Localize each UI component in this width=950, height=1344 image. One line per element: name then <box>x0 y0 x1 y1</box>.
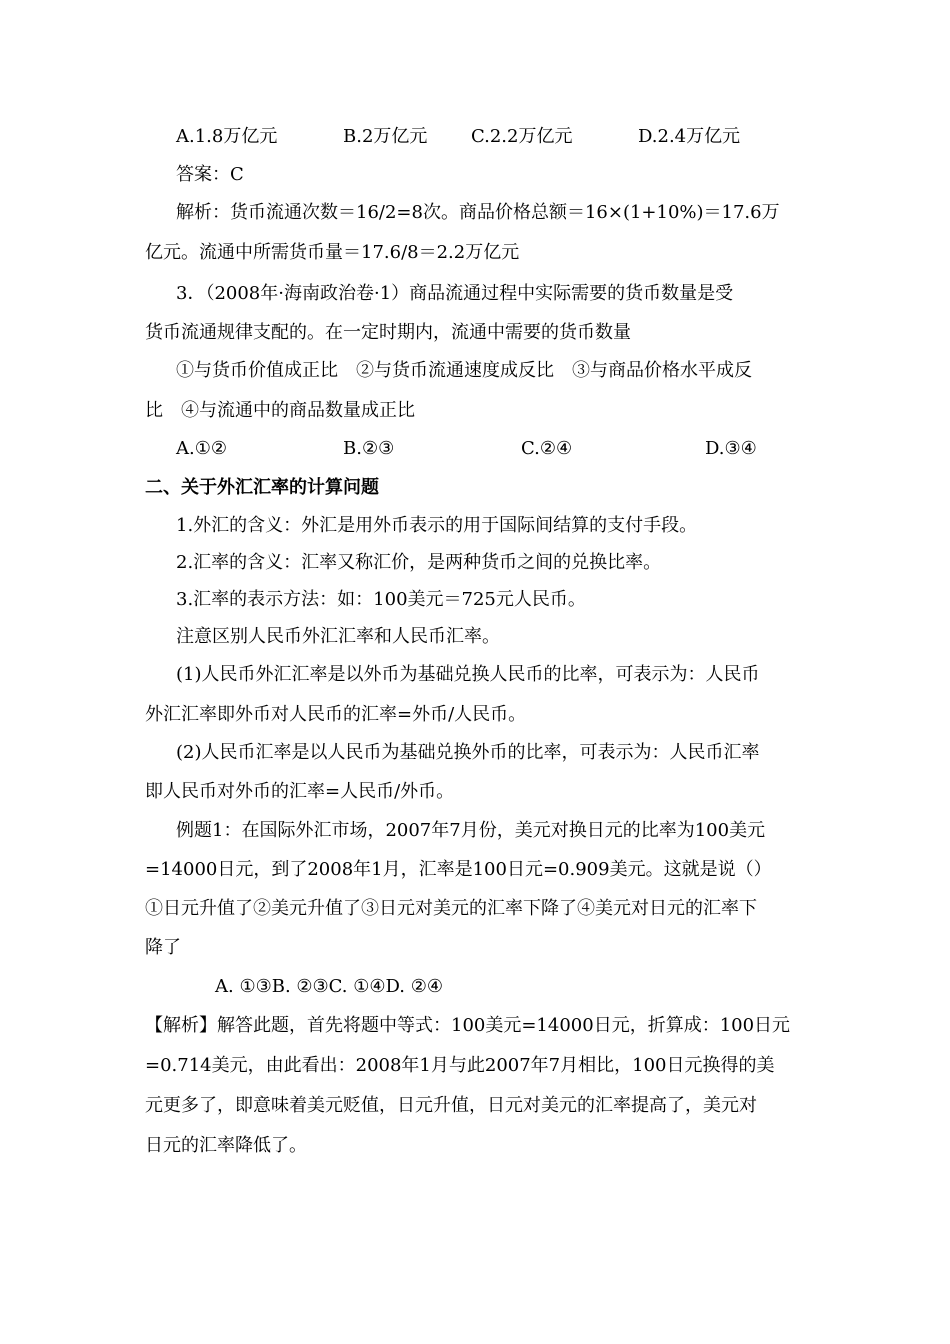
q3-option-a: A.①② <box>176 438 227 459</box>
section2-p2-line1: (2)人民币汇率是以人民币为基础兑换外币的比率，可表示为：人民币汇率 <box>176 742 760 763</box>
q2-answer: 答案：C <box>176 164 244 185</box>
section2-p1-line1: (1)人民币外汇汇率是以外币为基础兑换人民币的比率，可表示为：人民币 <box>176 664 760 685</box>
q2-option-b: B.2万亿元 <box>343 126 428 147</box>
q2-option-c: C.2.2万亿元 <box>471 126 573 147</box>
example1-line4: 降了 <box>145 937 181 958</box>
section2-item2: 2.汇率的含义：汇率又称汇价，是两种货币之间的兑换比率。 <box>176 552 662 573</box>
section2-p1-line2: 外汇汇率即外币对人民币的汇率=外币/人民币。 <box>145 704 527 725</box>
q3-stem-line2: 货币流通规律支配的。在一定时期内，流通中需要的货币数量 <box>145 322 631 343</box>
q2-option-a: A.1.8万亿元 <box>176 126 278 147</box>
q3-options <box>176 436 846 462</box>
q2-analysis-line1: 解析：货币流通次数＝16/2=8次。商品价格总额＝16×(1+10%)＝17.6万 <box>176 202 780 223</box>
example1-analysis-line3: 元更多了，即意味着美元贬值，日元升值，日元对美元的汇率提高了，美元对 <box>145 1095 757 1116</box>
q3-choices-line1: ①与货币价值成正比 ②与货币流通速度成反比 ③与商品价格水平成反 <box>176 360 752 381</box>
section2-item3: 3.汇率的表示方法：如：100美元＝725元人民币。 <box>176 589 586 610</box>
example1-analysis-line1: 【解析】解答此题，首先将题中等式：100美元=14000日元，折算成：100日元 <box>145 1015 791 1036</box>
q2-analysis-line2: 亿元。流通中所需货币量＝17.6/8＝2.2万亿元 <box>145 242 520 263</box>
section2-item1: 1.外汇的含义：外汇是用外币表示的用于国际间结算的支付手段。 <box>176 515 698 536</box>
example1-analysis-line4: 日元的汇率降低了。 <box>145 1135 307 1156</box>
q3-option-d: D.③④ <box>705 438 757 459</box>
example1-analysis-line2: =0.714美元，由此看出：2008年1月与此2007年7月相比，100日元换得的美 <box>145 1055 775 1076</box>
example1-line2: =14000日元，到了2008年1月，汇率是100日元=0.909美元。这就是说（） <box>145 859 772 880</box>
section2-heading: 二、关于外汇汇率的计算问题 <box>145 477 379 498</box>
section2-p2-line2: 即人民币对外币的汇率=人民币/外币。 <box>145 781 455 802</box>
example1-line1: 例题1：在国际外汇市场，2007年7月份，美元对换日元的比率为100美元 <box>176 820 766 841</box>
q2-option-d: D.2.4万亿元 <box>638 126 741 147</box>
q3-option-c: C.②④ <box>521 438 573 459</box>
q2-options <box>176 124 846 150</box>
example1-options: A. ①③B. ②③C. ①④D. ②④ <box>215 976 444 997</box>
section2-note: 注意区别人民币外汇汇率和人民币汇率。 <box>176 626 500 647</box>
q3-choices-line2: 比 ④与流通中的商品数量成正比 <box>145 400 415 421</box>
example1-line3: ①日元升值了②美元升值了③日元对美元的汇率下降了④美元对日元的汇率下 <box>145 898 757 919</box>
q3-option-b: B.②③ <box>343 438 395 459</box>
q3-stem-line1: 3．（2008年·海南政治卷·1）商品流通过程中实际需要的货币数量是受 <box>176 283 734 304</box>
